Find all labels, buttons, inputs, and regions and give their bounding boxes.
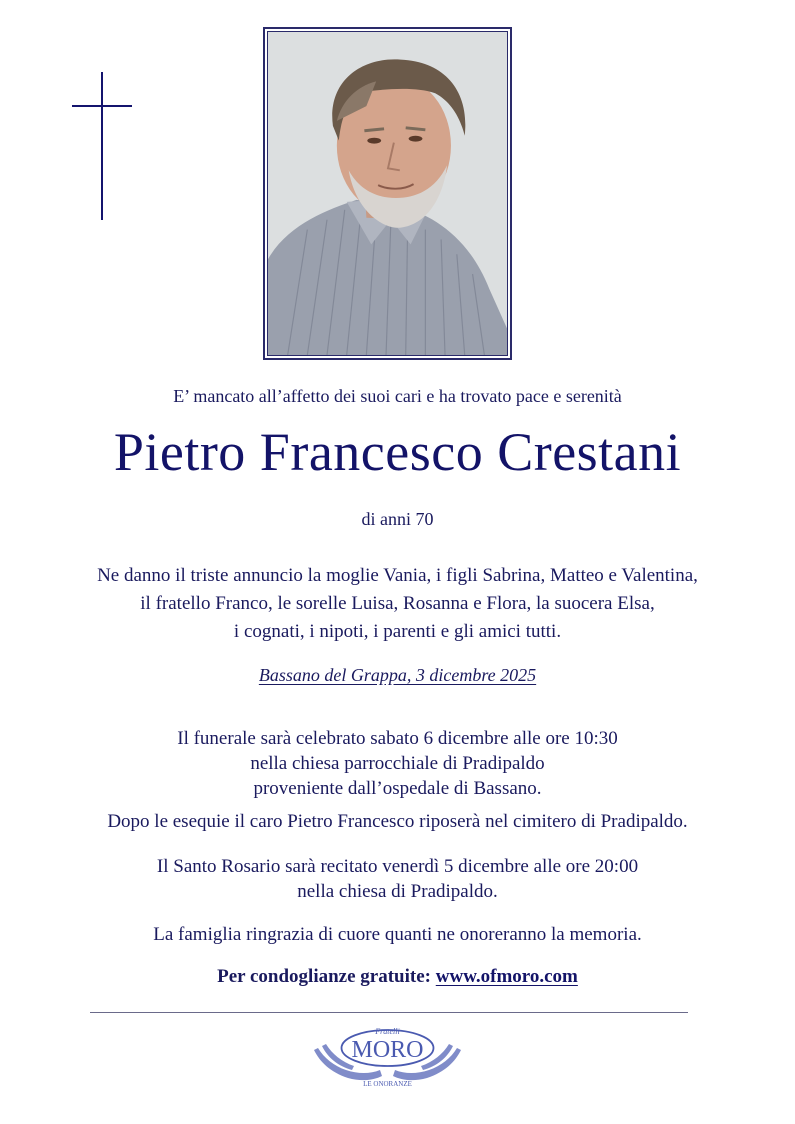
mourners-line: Ne danno il triste annuncio la moglie Vania, i figli Sabrina, Matteo e Valentina, [97,565,698,586]
age-text: di anni 70 [361,509,434,529]
logo-svg [310,1020,465,1100]
mourners-line: il fratello Franco, le sorelle Luisa, Rosanna e Flora, la suocera Elsa, [140,593,655,614]
divider [90,1012,688,1013]
funeral-paragraph [0,726,795,801]
condolences-label: Per condoglianze gratuite: [217,966,431,987]
condolences [0,966,795,988]
logo-main-text: MORO [351,1037,424,1063]
rosary-line: Il Santo Rosario sarà recitato venerdì 5 dicembre alle ore 20:00 [156,856,639,877]
cross-vertical [101,72,103,220]
portrait-image [268,32,507,355]
mourners-line: i cognati, i nipoti, i parenti e gli amici tutti. [233,621,562,642]
place-date-text: Bassano del Grappa, 3 dicembre 2025 [258,665,537,685]
mourners-paragraph [0,562,795,646]
place-date [0,665,795,686]
funeral-line: nella chiesa parrocchiale di Pradipaldo [250,753,545,774]
burial-text: Dopo le esequie il caro Pietro Francesco riposerà nel cimitero di Pradipaldo. [107,811,688,832]
logo-bottom-text: LE ONORANZE [363,1080,412,1088]
funeral-line: Il funerale sarà celebrato sabato 6 dicembre alle ore 10:30 [177,728,618,749]
cross-horizontal [72,105,132,107]
rosary-line: nella chiesa di Pradipaldo. [297,881,498,902]
intro-text: E’ mancato all’affetto dei suoi cari e ha trovato pace e serenità [173,386,622,406]
condolences-link[interactable]: www.ofmoro.com [435,966,578,987]
cross-icon [72,72,132,220]
portrait-photo [267,31,508,356]
thanks-text: La famiglia ringrazia di cuore quanti ne onoreranno la memoria. [153,924,642,945]
rosary-paragraph [0,854,795,904]
deceased-name: Pietro Francesco Crestani [113,422,682,482]
funeral-line: proveniente dall’ospedale di Bassano. [253,778,542,799]
logo-top-text: Fratelli [375,1027,400,1036]
fratelli-moro-logo [310,1020,465,1100]
portrait-frame [263,27,512,360]
